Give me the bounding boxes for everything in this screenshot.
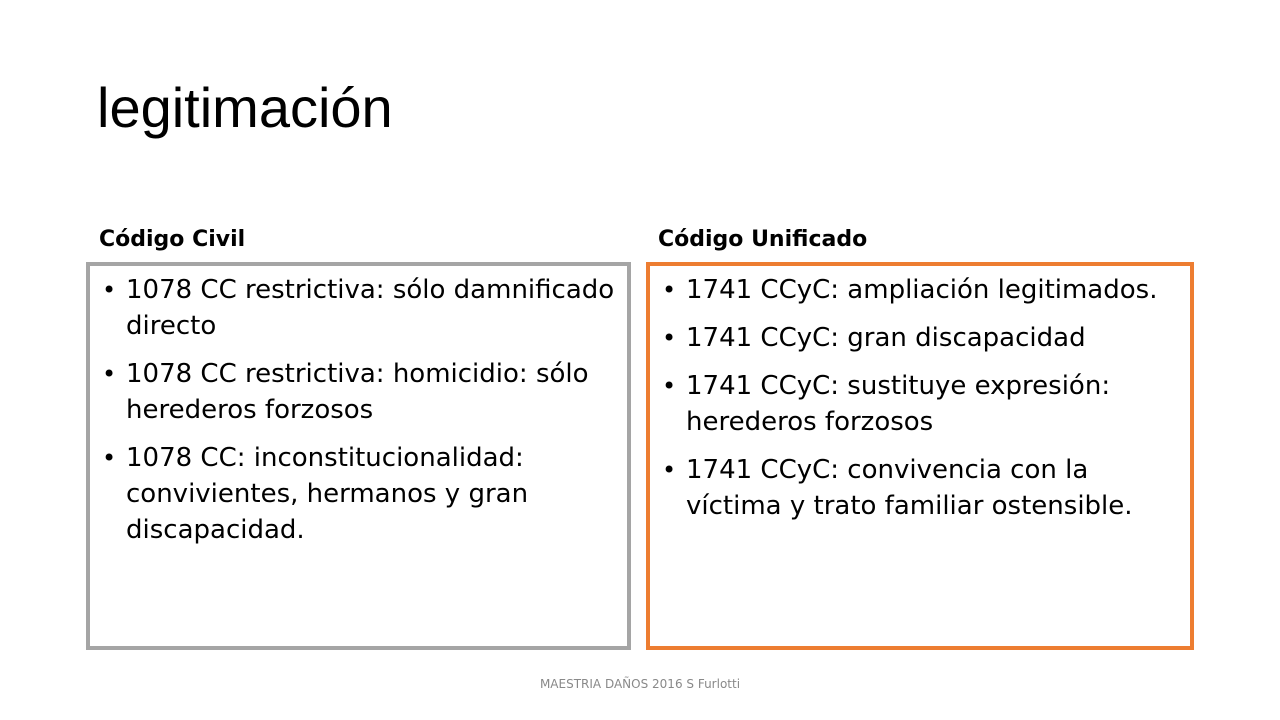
bullet-icon: •: [102, 444, 117, 472]
list-item: [100, 356, 617, 428]
list-item-text: 1078 CC restrictiva: sólo damnificado directo: [126, 275, 615, 341]
slide-footer: MAESTRIA DAÑOS 2016 S Furlotti: [539, 677, 741, 691]
right-column-heading: Código Unificado: [658, 227, 868, 252]
list-item: [100, 272, 617, 344]
bullet-icon: •: [662, 324, 677, 352]
list-item-text: 1741 CCyC: convivencia con la víctima y trato familiar ostensible.: [686, 455, 1133, 521]
bullet-icon: •: [102, 276, 117, 304]
list-item: [660, 272, 1180, 308]
left-column-heading: Código Civil: [99, 227, 246, 252]
right-content-box: [646, 262, 1194, 650]
left-bullet-list: [100, 272, 617, 548]
bullet-icon: •: [662, 372, 677, 400]
list-item-text: 1741 CCyC: sustituye expresión: herederos forzosos: [686, 371, 1111, 437]
list-item: [660, 452, 1180, 524]
bullet-icon: •: [102, 360, 117, 388]
list-item: [660, 368, 1180, 440]
list-item: [660, 320, 1180, 356]
bullet-icon: •: [662, 456, 677, 484]
list-item-text: 1741 CCyC: ampliación legitimados.: [686, 275, 1158, 305]
slide-title: legitimación: [97, 76, 393, 139]
list-item: [100, 440, 617, 548]
list-item-text: 1078 CC restrictiva: homicidio: sólo herederos forzosos: [126, 359, 589, 425]
right-bullet-list: [660, 272, 1180, 524]
left-content-box: [86, 262, 631, 650]
list-item-text: 1741 CCyC: gran discapacidad: [686, 323, 1086, 353]
list-item-text: 1078 CC: inconstitucionalidad: convivientes, hermanos y gran discapacidad.: [126, 443, 529, 545]
bullet-icon: •: [662, 276, 677, 304]
